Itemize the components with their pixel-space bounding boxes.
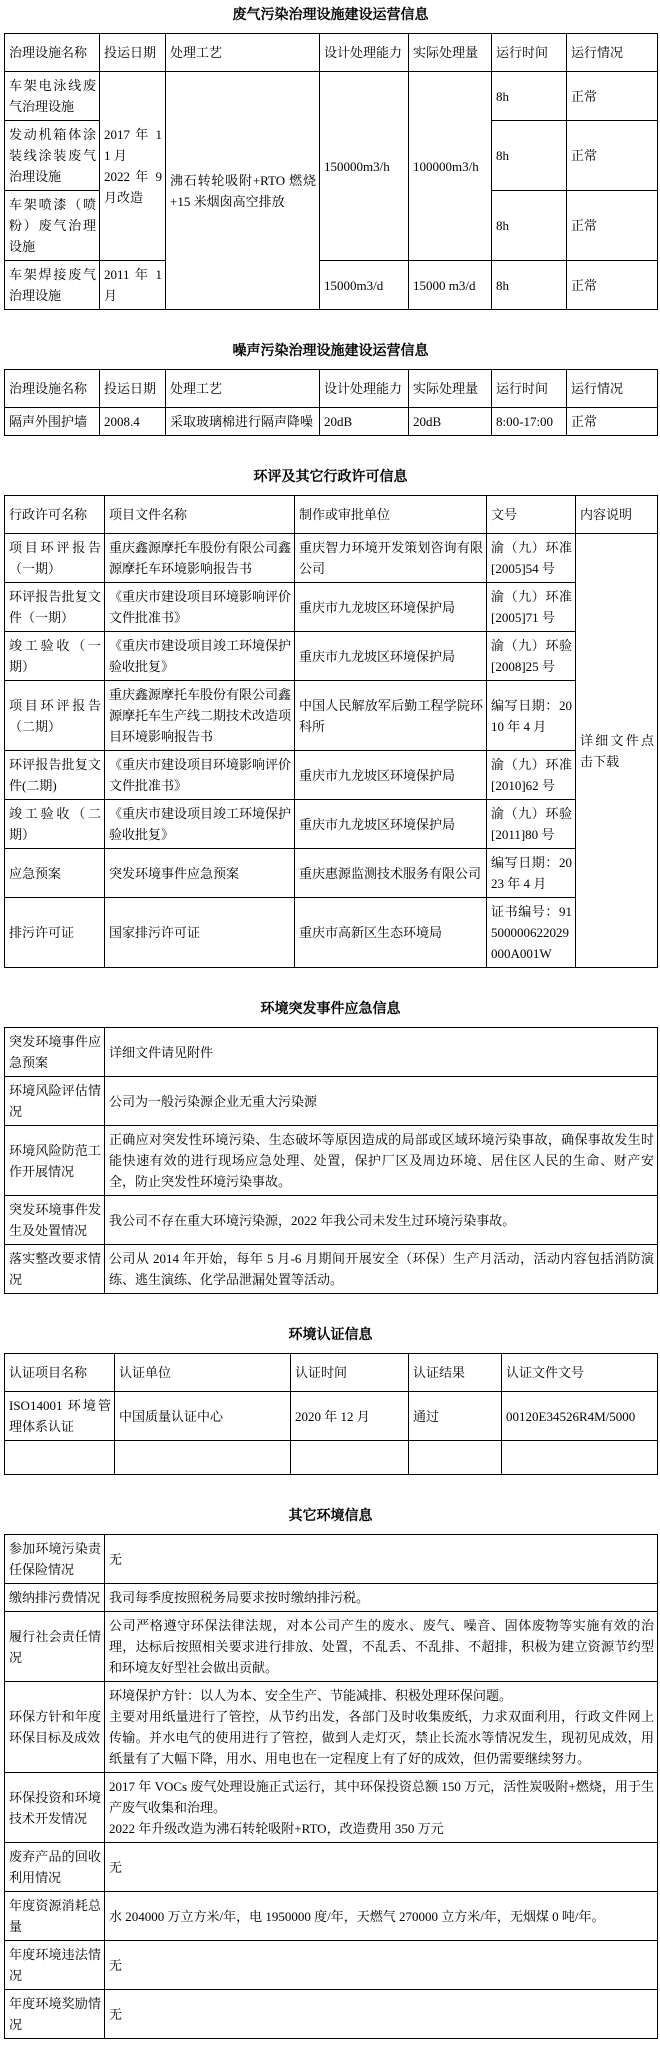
table-row [5,72,658,121]
row-value: 详细文件请见附件 [105,1028,658,1077]
cert-date [291,1441,409,1475]
row-label: 突发环境事件发生及处置情况 [5,1196,105,1245]
cert-number [502,1441,658,1475]
document-number: 编写日期：2023 年 4 月 [487,849,576,898]
process: 沸石转轮吸附+RTO 燃烧+15 米烟囱高空排放 [166,72,320,310]
noise-treatment-title: 噪声污染治理设施建设运营信息 [232,344,429,359]
row-label: 履行社会责任情况 [5,1612,105,1682]
authority: 中国人民解放军后勤工程学院环科所 [295,681,487,751]
waste-gas-treatment-table [4,33,658,310]
authority: 重庆市九龙坡区环境保护局 [295,751,487,800]
row-value: 环境保护方针：以人为本、安全生产、节能减排、积极处理环保问题。 主要对用纸量进行了管控，从节约出发，各部门及时收集废纸，力求双面利用，行政文件网上传输。并水电气的使用进行了管控，做到人走灯灭，禁止长流水等情况发生，现初见成效，用纸量有了大幅下降，用水、用电也在一定程度上有了好的成效，但仍需要继续努力。 [105,1682,658,1773]
permit-name: 环评报告批复文件（一期） [5,583,105,632]
run-time: 8h [492,191,567,261]
run-time: 8h [492,72,567,121]
table-row [5,1077,658,1126]
permit-name: 项目环评报告（二期） [5,681,105,751]
run-status: 正常 [567,191,658,261]
header-row [5,34,658,72]
run-time: 8:00-17:00 [492,408,567,436]
cert-number: 00120E34526R4M/5000 [502,1392,658,1441]
noise-treatment-table [4,369,658,436]
design-capacity: 15000m3/d [320,261,409,310]
row-label: 年度环境奖励情况 [5,1990,105,2039]
row-value: 无 [105,1941,658,1990]
commission-date: 2017 年 11 月 2022 年 9 月改造 [100,72,166,261]
permit-name: 应急预案 [5,849,105,898]
run-status: 正常 [567,121,658,191]
waste-gas-treatment-title: 废气污染治理设施建设运营信息 [232,8,429,23]
column-header: 处理工艺 [166,34,320,72]
cert-result [409,1441,502,1475]
commission-date: 2011 年 1 月 [100,261,166,310]
row-value: 我司每季度按照税务局要求按时缴纳排污税。 [105,1584,658,1612]
table-row [5,849,658,898]
actual-volume: 15000 m3/d [409,261,492,310]
permit-name: 环评报告批复文件(二期) [5,751,105,800]
document-name: 重庆鑫源摩托车股份有限公司鑫源摩托车生产线二期技术改造项目环境影响报告书 [105,681,295,751]
cert-project: ISO14001 环境管理体系认证 [5,1392,115,1441]
row-value: 公司为一般污染源企业无重大污染源 [105,1077,658,1126]
design-capacity: 20dB [320,408,409,436]
permit-name: 项目环评报告（一期） [5,534,105,583]
row-label: 废弃产品的回收利用情况 [5,1843,105,1892]
table-row [5,1584,658,1612]
emergency-response-table [4,1027,658,1294]
column-header: 认证结果 [409,1354,502,1392]
run-status: 正常 [567,408,658,436]
table-row [5,1773,658,1843]
column-header: 认证时间 [291,1354,409,1392]
certification-table [4,1353,658,1475]
facility-name: 车架电泳线废气治理设施 [5,72,100,121]
document-name: 《重庆市建设项目环境影响评价文件批准书》 [105,583,295,632]
document-name: 重庆鑫源摩托车股份有限公司鑫源摩托车环境影响报告书 [105,534,295,583]
row-value: 公司严格遵守环保法律法规，对本公司产生的废水、废气、噪音、固体废物等实施有效的治理，达标后按照相关要求进行排放、处置，不乱丢、不乱排、不超排，积极为建立资源节约型和环境友好型社会做出贡献。 [105,1612,658,1682]
row-label: 缴纳排污费情况 [5,1584,105,1612]
column-header: 文号 [487,496,576,534]
document-number: 证书编号：91500000622029000A001W [487,898,576,968]
commission-date: 2008.4 [100,408,166,436]
run-status: 正常 [567,261,658,310]
design-capacity: 150000m3/h [320,72,409,261]
table-row [5,1196,658,1245]
row-label: 突发环境事件应急预案 [5,1028,105,1077]
table-row [5,261,658,310]
row-value: 公司从 2014 年开始，每年 5 月-6 月期间开展安全（环保）生产月活动，活动内容包括消防演练、逃生演练、化学品泄漏处置等活动。 [105,1245,658,1294]
document-name: 突发环境事件应急预案 [105,849,295,898]
row-label: 环境风险防范工作开展情况 [5,1126,105,1196]
table-row [5,1682,658,1773]
document-number: 渝（九）环验[2008]25 号 [487,632,576,681]
document-number: 编写日期：2010 年 4 月 [487,681,576,751]
row-label: 环境风险评估情况 [5,1077,105,1126]
column-header: 治理设施名称 [5,34,100,72]
facility-name: 车架焊接废气治理设施 [5,261,100,310]
table-row [5,408,658,436]
run-time: 8h [492,121,567,191]
certification-title: 环境认证信息 [288,1328,373,1343]
header-row [5,496,658,534]
table-row [5,681,658,751]
cert-result: 通过 [409,1392,502,1441]
column-header: 设计处理能力 [320,370,409,408]
table-row [5,1392,658,1441]
row-label: 参加环境污染责任保险情况 [5,1535,105,1584]
column-header: 设计处理能力 [320,34,409,72]
table-row [5,898,658,968]
other-info-table [4,1534,658,2039]
row-value: 我公司不存在重大环境污染源，2022 年我公司未发生过环境污染事故。 [105,1196,658,1245]
table-row [5,1990,658,2039]
column-header: 行政许可名称 [5,496,105,534]
row-value: 无 [105,1990,658,2039]
facility-name: 发动机箱体涂装线涂装废气治理设施 [5,121,100,191]
column-header: 投运日期 [100,370,166,408]
row-value: 2017 年 VOCs 废气处理设施正式运行，其中环保投资总额 150 万元，活性炭吸附+燃烧，用于生产废气收集和治理。 2022 年升级改造为沸石转轮吸附+RTO，改造费用 350 万元 [105,1773,658,1843]
authority: 重庆惠源监测技术服务有限公司 [295,849,487,898]
row-label: 环保方针和年度环保目标及成效 [5,1682,105,1773]
document-number: 渝（九）环准[2005]54 号 [487,534,576,583]
cert-project [5,1441,115,1475]
column-header: 治理设施名称 [5,370,100,408]
document-number: 渝（九）环验[2011]80 号 [487,800,576,849]
document-name: 国家排污许可证 [105,898,295,968]
cert-date: 2020 年 12 月 [291,1392,409,1441]
other-info-title: 其它环境信息 [288,1509,373,1524]
row-value: 无 [105,1843,658,1892]
section-waste-gas-treatment [4,7,657,310]
column-header: 运行情况 [567,370,658,408]
row-label: 年度环境违法情况 [5,1941,105,1990]
column-header: 投运日期 [100,34,166,72]
document-number: 渝（九）环准[2010]62 号 [487,751,576,800]
table-row [5,751,658,800]
actual-volume: 100000m3/h [409,72,492,261]
table-row [5,1028,658,1077]
document-name: 《重庆市建设项目环境影响评价文件批准书》 [105,751,295,800]
document-name: 《重庆市建设项目竣工环境保护验收批复》 [105,800,295,849]
actual-volume: 20dB [409,408,492,436]
download-details-link[interactable]: 详细文件点击下载 [576,534,658,968]
row-label: 年度资源消耗总量 [5,1892,105,1941]
table-row [5,1892,658,1941]
table-row [5,800,658,849]
authority: 重庆智力环境开发策划咨询有限公司 [295,534,487,583]
table-row [5,1535,658,1584]
table-row [5,1612,658,1682]
section-emergency-response [4,1001,657,1294]
table-row [5,1843,658,1892]
permit-name: 竣工验收（二期） [5,800,105,849]
column-header: 运行时间 [492,34,567,72]
column-header: 认证文件文号 [502,1354,658,1392]
facility-name: 隔声外围护墙 [5,408,100,436]
authority: 重庆市九龙坡区环境保护局 [295,632,487,681]
table-row [5,632,658,681]
section-certification [4,1327,657,1475]
authority: 重庆市九龙坡区环境保护局 [295,800,487,849]
eia-permits-table [4,495,658,968]
row-value: 正确应对突发性环境污染、生态破坏等原因造成的局部或区域环境污染事故，确保事故发生时能快速有效的进行现场应急处理、处置，保护厂区及周边环境、居住区人民的生命、财产安全，防止突发性环境污染事故。 [105,1126,658,1196]
table-row [5,1245,658,1294]
row-label: 环保投资和环境技术开发情况 [5,1773,105,1843]
row-value: 水 204000 万立方米/年，电 1950000 度/年，天燃气 270000 立方米/年，无烟煤 0 吨/年。 [105,1892,658,1941]
table-row [5,1126,658,1196]
column-header: 项目文件名称 [105,496,295,534]
process: 采取玻璃棉进行隔声降噪 [166,408,320,436]
column-header: 实际处理量 [409,370,492,408]
column-header: 认证单位 [115,1354,291,1392]
emergency-response-title: 环境突发事件应急信息 [260,1002,401,1017]
column-header: 处理工艺 [166,370,320,408]
header-row [5,370,658,408]
permit-name: 竣工验收（一期） [5,632,105,681]
column-header: 制作或审批单位 [295,496,487,534]
run-status: 正常 [567,72,658,121]
section-noise-treatment [4,343,657,436]
permit-name: 排污许可证 [5,898,105,968]
table-row [5,534,658,583]
row-value: 无 [105,1535,658,1584]
header-row [5,1354,658,1392]
column-header: 认证项目名称 [5,1354,115,1392]
section-other-info [4,1508,657,2039]
facility-name: 车架喷漆（喷粉）废气治理设施 [5,191,100,261]
table-row [5,583,658,632]
table-row [5,1441,658,1475]
document-number: 渝（九）环准[2005]71 号 [487,583,576,632]
table-row [5,1941,658,1990]
cert-body [115,1441,291,1475]
authority: 重庆市九龙坡区环境保护局 [295,583,487,632]
row-label: 落实整改要求情况 [5,1245,105,1294]
run-time: 8h [492,261,567,310]
cert-body: 中国质量认证中心 [115,1392,291,1441]
document-name: 《重庆市建设项目竣工环境保护验收批复》 [105,632,295,681]
column-header: 内容说明 [576,496,658,534]
column-header: 实际处理量 [409,34,492,72]
column-header: 运行情况 [567,34,658,72]
authority: 重庆市高新区生态环境局 [295,898,487,968]
column-header: 运行时间 [492,370,567,408]
eia-permits-title: 环评及其它行政许可信息 [253,470,408,485]
section-eia-permits [4,469,657,968]
